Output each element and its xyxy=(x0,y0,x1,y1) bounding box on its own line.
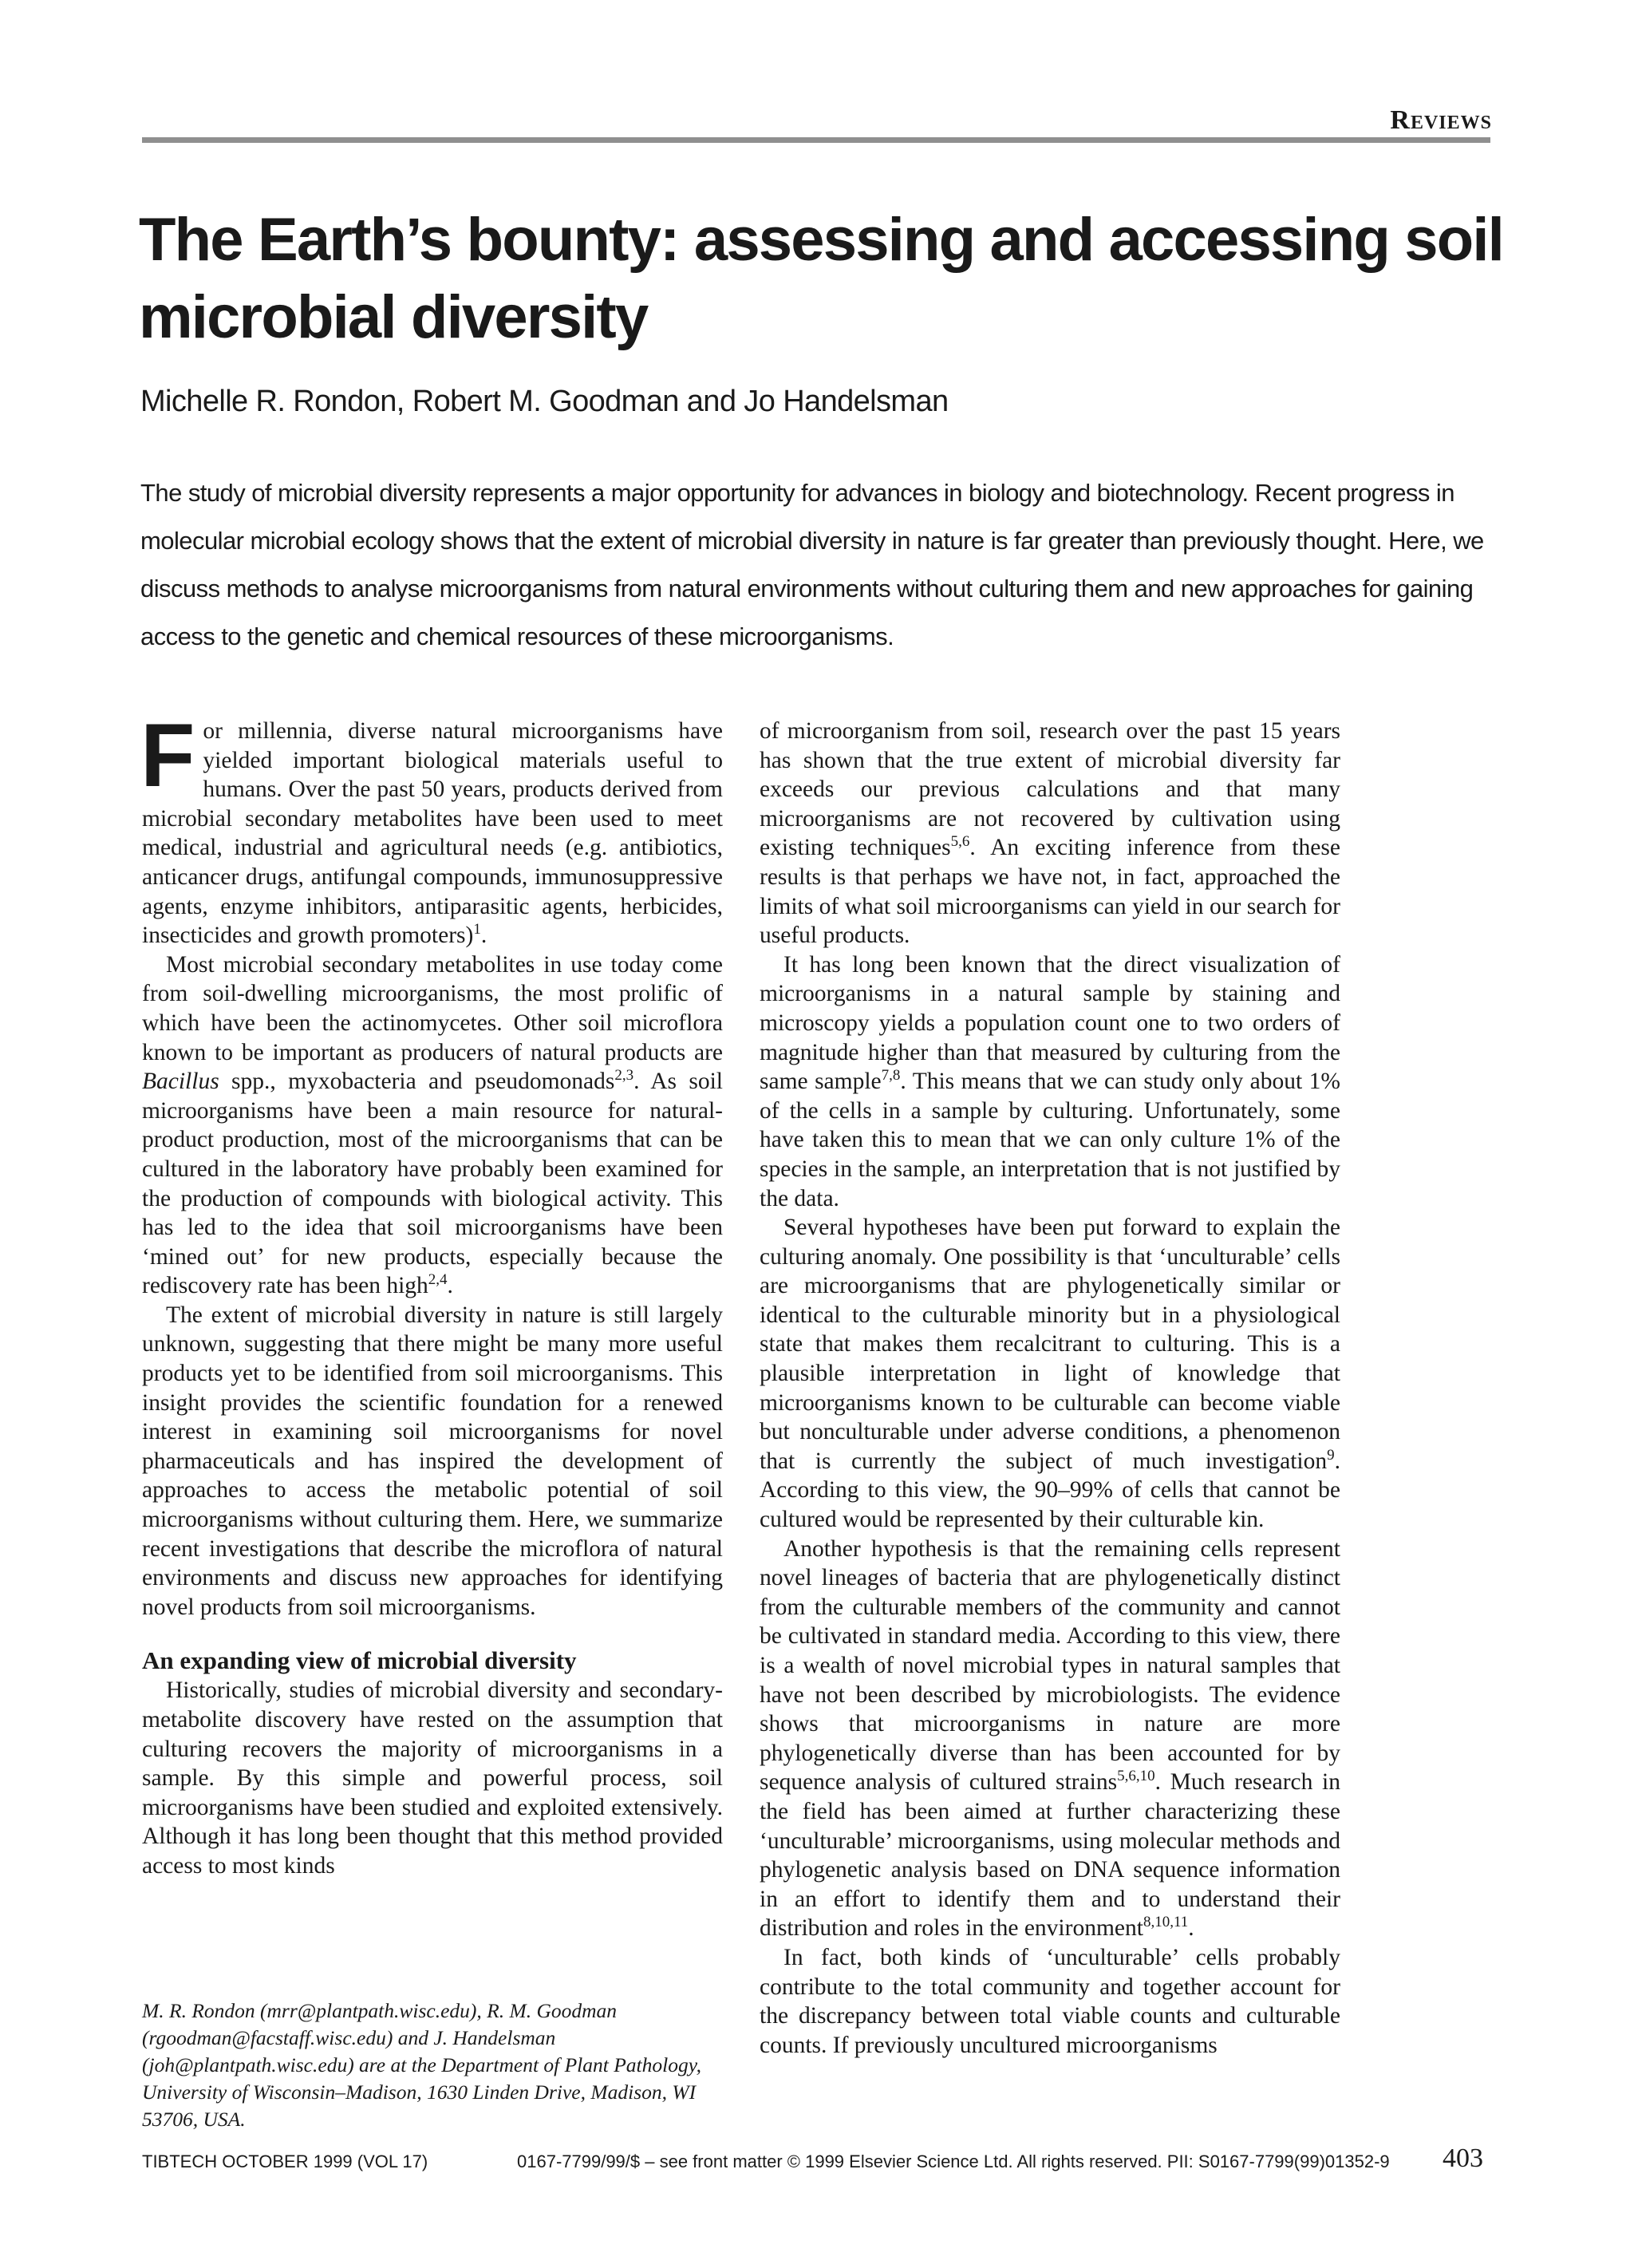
italic-term: Bacillus xyxy=(142,1069,219,1095)
paragraph-text: . An exciting inference from these results is that perhaps we have not, in fact, approached the limits of what soil microorganisms can yield in our search for useful products. xyxy=(760,835,1340,949)
paragraph xyxy=(760,1535,1340,1943)
article-authors: Michelle R. Rondon, Robert M. Goodman and Jo Handelsman xyxy=(140,385,949,418)
paragraph-intro xyxy=(140,705,723,950)
paragraph-text: It has long been known that the direct visualization of microorganisms in a natural sample by staining and microscopy yields a population count one to two orders of magnitude higher than that measured by culturing from the same sample xyxy=(760,951,1340,1095)
paragraph-text: . According to this view, the 90–99% of cells that cannot be cultured would be represented by their culturable kin. xyxy=(760,1448,1340,1533)
footer-journal: TIBTECH OCTOBER 1999 (VOL 17) xyxy=(142,2151,428,2171)
footer-copyright: 0167-7799/99/$ – see front matter © 1999 Elsevier Science Ltd. All rights reserved. PII: S0167-7799(99)01352-9 xyxy=(517,2151,1390,2171)
page-number: 403 xyxy=(1443,2144,1483,2173)
paragraph: The extent of microbial diversity in nature is still largely unknown, suggesting that there might be many more useful products yet to be identified from soil microorganisms. This insight provides the scientific foundation for a renewed interest in examining soil microorganisms for novel pharmaceuticals and has inspired the development of approaches to access the metabolic potential of soil microorganisms without culturing them. Here, we summarize recent investigations that describe the microflora of natural environments and discuss new approaches for identifying novel products from soil microorganisms. xyxy=(142,1302,723,1620)
paragraph-text: of microorganism from soil, research over the past 15 years has shown that the true extent of microbial diversity far exceeds our previous calculations and that many microorganisms are not recovered by cultivation using existing techniques xyxy=(760,718,1340,861)
article-title: The Earth’s bounty: assessing and accessing soil microbial diversity xyxy=(139,206,1503,351)
paragraph xyxy=(760,717,1340,950)
paragraph-text: . xyxy=(1188,1915,1194,1942)
paragraph xyxy=(142,950,723,1301)
paragraph-text: . This means that we can study only about 1% of the cells in a sample by culturing. Unfortunately, some have taken this to mean that we can only culture 1% of the species in the sample, an interpretation that is not justified by the data. xyxy=(760,1069,1340,1211)
reference-marker: 7,8 xyxy=(881,1067,901,1085)
reference-marker: 5,6,10 xyxy=(1117,1768,1155,1785)
reference-marker: 1 xyxy=(473,921,481,938)
reference-marker: 2,4 xyxy=(428,1271,448,1289)
author-affiliation: M. R. Rondon (mrr@plantpath.wisc.edu), R. M. Goodman (rgoodman@facstaff.wisc.edu) and J. Handelsman (joh@plantpath.wisc.edu) are at the Department of Plant Pathology, University of Wisconsin–Madison, 1630 Linden Drive, Madison, WI 53706, USA. xyxy=(142,1999,702,2131)
reference-marker: 2,3 xyxy=(614,1067,634,1085)
paragraph xyxy=(760,1213,1340,1535)
left-column xyxy=(140,705,723,1881)
paragraph-text: Several hypotheses have been put forward to explain the culturing anomaly. One possibility is that ‘unculturable’ cells are microorganisms that are phylogenetically similar or identical to the culturable minority but in a physiological state that makes them recalcitrant to culturing. This is a plausible interpretation in light of knowledge that microorganisms known to be culturable can become viable but nonculturable under adverse conditions, a phenomenon that is currently the subject of much investigation xyxy=(760,1215,1340,1474)
paragraph-text: . As soil microorganisms have been a main resource for natural-product production, most of the microorganisms that can be cultured in the laboratory have probably been examined for the production of compounds with biological activity. This has led to the idea that soil microorganisms have been ‘mined out’ for new products, especially because the rediscovery rate has been high xyxy=(142,1069,723,1299)
reference-marker: 8,10,11 xyxy=(1143,1914,1189,1931)
paragraph-text: Another hypothesis is that the remaining cells represent novel lineages of bacteria that are phylogenetically distinct from the culturable members of the community and cannot be cultivated in standard media. According to this view, there is a wealth of novel microbial types in natural samples that have not been described by microbiologists. The evidence shows that microorganisms in nature are more phylogenetically diverse than has been accounted for by sequence analysis of cultured strains xyxy=(760,1535,1340,1796)
paragraph-text: . xyxy=(480,923,487,949)
section-heading: An expanding view of microbial diversity xyxy=(142,1646,577,1675)
reference-marker: 9 xyxy=(1327,1446,1335,1464)
paragraph-text: Most microbial secondary metabolites in use today come from soil-dwelling microorganisms, the most prolific of which have been the actinomycetes. Other soil microflora known to be important as producers of natural products are xyxy=(142,951,723,1065)
header-rule xyxy=(142,137,1490,143)
right-column xyxy=(760,717,1340,2060)
paragraph xyxy=(760,950,1340,1213)
reference-marker: 5,6 xyxy=(950,833,970,851)
paragraph: In fact, both kinds of ‘unculturable’ cells probably contribute to the total community and together account for the discrepancy between total viable counts and culturable counts. If previously uncultured microorganisms xyxy=(760,1944,1340,2058)
paragraph-text: or millennia, diverse natural microorganisms have yielded important biological materials useful to humans. Over the past 50 years, products derived from microbial secondary metabolites have been used to meet medical, industrial and agricultural needs (e.g. antibiotics, anticancer drugs, antifungal compounds, immunosuppressive agents, enzyme inhibitors, antiparasitic agents, herbicides, insecticides and growth promoters) xyxy=(142,718,723,949)
article-abstract: The study of microbial diversity represents a major opportunity for advances in biology and biotechnology. Recent progress in molecular microbial ecology shows that the extent of microbial diversity in nature is far greater than previously thought. Here, we discuss methods to analyse microorganisms from natural environments without culturing them and new approaches for gaining access to the genetic and chemical resources of these microorganisms. xyxy=(140,479,1484,650)
paragraph-text: spp., myxobacteria and pseudomonads xyxy=(219,1069,615,1095)
paragraph-text: . xyxy=(447,1273,453,1299)
paragraph: Historically, studies of microbial diversity and secondary-metabolite discovery have rested on the assumption that culturing recovers the majority of microorganisms in a sample. By this simple and powerful process, soil microorganisms have been studied and exploited extensively. Although it has long been thought that this method provided access to most kinds xyxy=(142,1677,723,1879)
section-label: Reviews xyxy=(1390,105,1492,135)
paragraph-text: . Much research in the field has been aimed at further characterizing these ‘unculturable’ microorganisms, using molecular methods and phylogenetic analysis based on DNA sequence information in an effort to identify them and to understand their distribution and roles in the environment xyxy=(760,1769,1340,1942)
dropcap: F xyxy=(140,705,195,805)
